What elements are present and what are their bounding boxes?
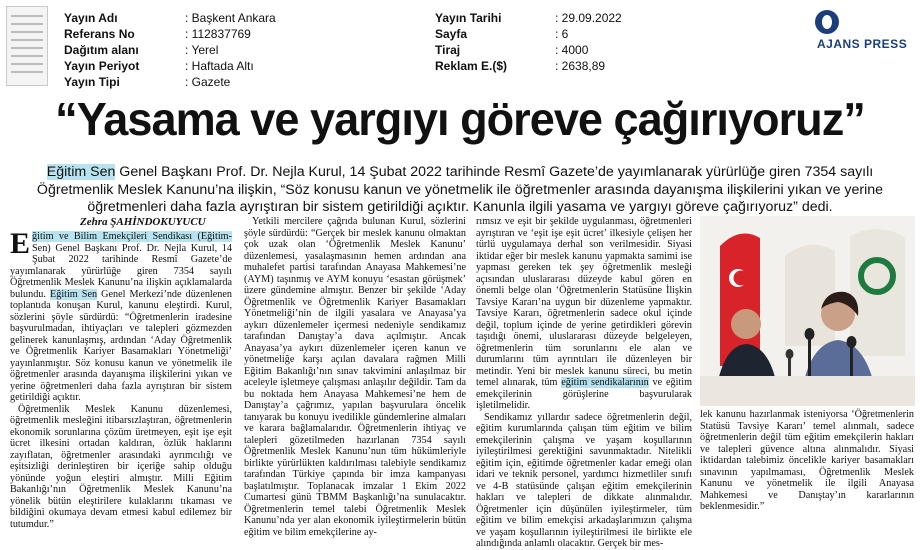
article-column-3 (476, 216, 692, 549)
col1-paragraph-2: Öğretmenlik Meslek Kanunu düzenlemesi, öğretmenlik mesleğini itibarsızlaştıran, öğretmenlerin ekonomik sorunlarına çözüm üretmeyen, eşit işe eşit ücret ilkesini ortadan kaldıran, özlük haklarını zayıflatan, öğretmenler arasındaki ayrımcılığı ve eşitsizliği derinleştiren bir içeriğe sahip olduğu yönünde yoğun eleştiri almıştır. Milli Eğitim Bakanlığı’nın Öğretmenlik Meslek Kanunu’na yönelik bütün eleştirilere kulaklarını tıkaması ve bildiğini okumaya devam etmesi kabul edilemez bir tutumdur.” (10, 403, 232, 530)
clipping-header (0, 0, 920, 92)
col3-text-b: ve eğitim emekçilerinin görüşlerine başvurularak işletilmelidir. (476, 377, 692, 411)
press-conference-photo (700, 216, 915, 406)
meta-value: : 4000 (555, 43, 589, 57)
col1-text-b: Genel Merkezi’nde düzenlenen toplantıda konuşan Kurul, kanunu eleştirdi. Kurul, sözlerini şöyle sürdürdü: “Öğretmenlerin iradesine başvurulmadan, ihtiyaçları ve talepleri gözmezden gelinerek kanunlaşmış, ardından ‘Aday Öğretmenlik ve Öğretmenlik Kariyer Basamakları Yönetmeliği’ yayınlanmıştır. Söz konusu kanun ve yönetmelik ile öğretmenler arasında dayanışma ilişkilerini yıkan ve yerine öğretmenleri daha fazla ayrıştıran bir sistem getirildiği açıktır. (10, 288, 232, 403)
meta-value: : 2638,89 (555, 59, 606, 73)
article-photo (700, 216, 915, 406)
meta-value: : Gazete (185, 75, 231, 89)
article-headline: “Yasama ve yargıyı göreve çağırıyoruz” (55, 93, 865, 145)
page-thumbnail[interactable] (6, 6, 48, 86)
col4-paragraph-1: lek kanunu hazırlanmak isteniyorsa ‘Öğretmenlerin Statüsü Tavsiye Kararı’ temel alınmalı, sadece öğretmenlerin değil tüm eğitim emekçilerin hakları ve talepleri güvence altına alınmalıdır. Siyasi iktidardan talebimiz öncelikle kariyer basamakları sınavının yapılmaması, Öğretmenlik Meslek Kanunu ve yönetmelik ile ilgili Anayasa Mahkemesi ve Danıştay’ın kararlarının beklenmesidir.” (700, 409, 914, 512)
article-lead (10, 164, 910, 217)
meta-left (64, 10, 394, 92)
meta-key: Referans No (64, 27, 135, 41)
microphone-icon (808, 334, 811, 376)
meta-value: : Başkent Ankara (185, 11, 276, 25)
col3-text-a: rımsız ve eşit bir şekilde uygulanması, öğretmenleri ayrıştıran ve ‘eşit işe eşit ücret’ ilkesiyle çelişen her türlü uygulamaya derhal son verilmesidir. Siyasi iktidar eğer bir meslek kanunu yapmakta samimi ise yapması gereken tek şey öğretmenlik mesleği açısından uluslararası düzeyde kabul gören en önemli belge olan ‘Öğretmenlerin Statüsüne İlişkin Tavsiye Kararı’na uygun bir düzenleme yapmaktır. Tavsiye Kararı, öğretmenlerin sadece okul içinde değil, toplum içinde de yerine getirdikleri görevin taşıdığı önemi, uluslararası düzeyde belgeleyen, öğretmenlerin tüm sorunlarını ele alan ve durumlarını tüm ayrıntıları ile düzenleyen bir metindir. Yeni bir meslek kanunu süreci, bu metin temel alınarak, tüm (476, 216, 692, 388)
col1-text-a: Sen) Genel Başkanı Prof. Dr. Nejla Kurul, 14 Şubat 2022 tarihinde Resmî Gazete’de yayımlanarak yürürlüğe giren 7354 sayılı Öğretmenlik Meslek Kanunu’na ilişkin açıklamalarda bulundu. (10, 242, 232, 300)
meta-key: Reklam E.($) (435, 59, 508, 73)
highlight-unions: eğitim sendikalarının (561, 377, 649, 388)
highlight-egitim-sen: Eğitim Sen (50, 288, 98, 300)
article-column-2 (244, 216, 466, 538)
meta-right (435, 10, 695, 76)
dropcap: E (10, 227, 31, 260)
meta-key: Sayfa (435, 27, 468, 41)
article-column-1 (10, 227, 232, 530)
article-column-4 (700, 409, 914, 512)
meta-key: Yayın Periyot (64, 59, 140, 73)
meta-value: : Yerel (185, 43, 219, 57)
meta-key: Tiraj (435, 43, 461, 57)
col3-paragraph-2: Sendikamız yıllardır sadece öğretmenlerin değil, eğitim kurumlarında çalışan tüm eğitim ve bilim emekçilerinin çalışma ve yaşam koşullarının iyileştirilmesi gerektiğini savunmaktadır. Nitelikli eğitim için, eğitimde öğretmenler kadar emeği olan idari ve teknik personel, yardımcı hizmetliler sınıfı ve 4-B statüsünde çalışan eğitim emekçilerinin hakları ve talepleri de dikkate alınmalıdır. Öğretmenler için düşünülen iyileştirmeler, tüm eğitim ve bilim emekçisi arkadaşlarımızın çalışma ve yaşam koşullarının iyileştirilmesi ile birlikte ele alındığında anlamlı olacaktır. Gerçek bir mes- (476, 411, 692, 549)
lead-text: Genel Başkanı Prof. Dr. Nejla Kurul, 14 Şubat 2022 tarihinde Resmî Gazete’de yayımlanarak yürürlüğe giren 7354 sayılı Öğretmenlik Meslek Kanunu’na ilişkin, “Söz konusu kanun ve yönetmelik ile öğretmenler arasında dayanışma ilişkilerini yıkan ve yerine öğretmenleri daha fazla ayrıştıran bir sistem getirildiği açıktır. Kanunla ilgili yasama ve yargıyı göreve çağırıyoruz” dedi. (36, 164, 884, 215)
ajans-press-mark-icon (815, 10, 839, 34)
byline: Zehra ŞAHİNDOKUYUCU (80, 216, 206, 228)
col2-paragraph-1: Yetkili mercilere çağrıda bulunan Kurul, sözlerini şöyle sürdürdü: “Gerçek bir meslek kanunu olmaktan çok uzak olan ‘Öğretmenlik Meslek Kanunu’ düzenlemesi, yasalaşmasının hemen ardından ana muhalefet partisi tarafından Anayasa Mahkemesi’ne (AYM) taşınmış ve AYM konuyu ‘esastan görüşmek’ üzere gündemine almıştır. Benzer bir şekilde ‘Aday Öğretmenlik ve Öğretmenlik Kariyer Basamakları Yönetmeliği’nin de ilgili yasalara ve Anayasa’ya aykırı düzenlemeler içermesi nedeniyle sendikamız tarafından Danıştay’a dava açılmıştır. Ancak Anayasa’ya aykırı düzenlemeler içeren kanun ve yönetmeliğe karşı açılan davalara rağmen Milli Eğitim Bakanlığı’nın sınav takvimini anlaşılmaz bir aceleyle işletmeye çalışması anlaşılır değildir. Tam da bu noktada hem Anayasa Mahkemesi’ne hem de Danıştay’a çağrımız, yapılan başvurulara öncelik tanıyarak bu konuyu ivedilikle gündemlerine almaları ve karara bağlamalarıdır. Öğretmenlerin ihtiyaç ve talepleri gözetilmeden hazırlanan 7354 sayılı Öğretmenlik Meslek Kanunu’nun tüm hükümleriyle birlikte yürürlükten kaldırılması talebiyle sendikamız tarafından Türkiye çapında bir imza kampanyası başlatılmıştır. Toplanacak imzalar 1 Ekim 2022 Cumartesi günü TBMM Başkanlığı’na sunulacaktır. Öğretmenlerin temel talebi Öğretmenlik Meslek Kanunu’nda yer alan ekonomik iyileştirmelerin bütün eğitim ve bilim emekçilerine ay- (244, 216, 466, 538)
meta-key: Yayın Adı (64, 11, 118, 25)
meta-value: : 112837769 (185, 27, 251, 41)
ajans-press-logo-text: AJANS PRESS (817, 37, 908, 51)
meta-key: Dağıtım alanı (64, 43, 139, 57)
meta-key: Yayın Tipi (64, 75, 120, 89)
meta-value: : 6 (555, 27, 569, 41)
meta-value: : 29.09.2022 (555, 11, 622, 25)
highlight-union-name: ğitim ve Bilim Emekçileri Sendikası (Eğitim- (32, 231, 232, 242)
lead-highlight: Eğitim Sen (46, 164, 116, 180)
meta-value: : Haftada Altı (185, 59, 254, 73)
ajans-press-logo (815, 8, 915, 68)
meta-key: Yayın Tarihi (435, 11, 502, 25)
man-avatar (731, 309, 761, 339)
